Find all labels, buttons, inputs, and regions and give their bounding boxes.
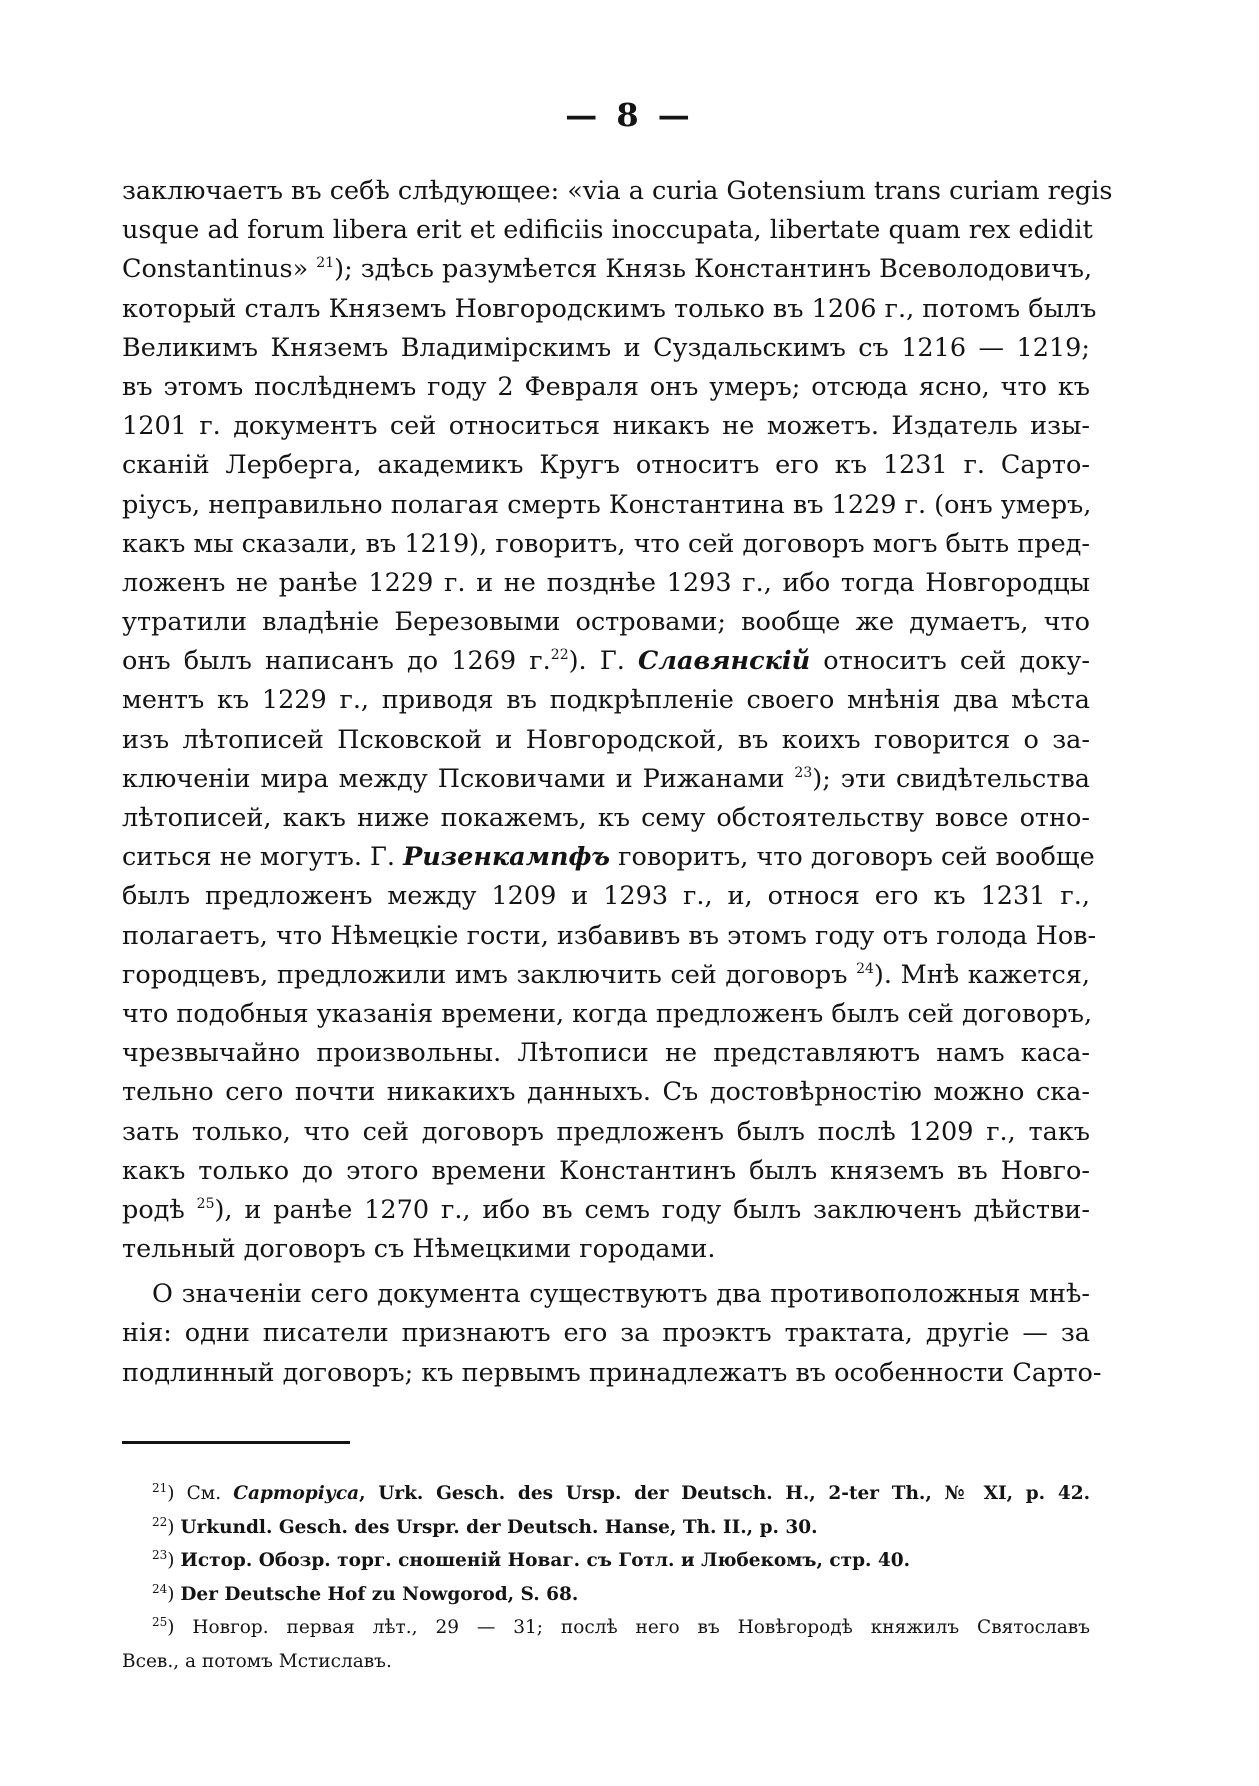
text-line: ложенъ не ранѣе 1229 г. и не позднѣе 1293 г., ибо тогда Новгородцы bbox=[122, 567, 1090, 598]
text-line: утратили владѣніе Березовыми островами; вообще же думаетъ, что bbox=[122, 607, 1090, 638]
text-line: что подобныя указанія времени, когда предложенъ былъ сей договоръ, bbox=[122, 998, 1093, 1029]
footnote-continuation: Всев., а потомъ Мстиславъ. bbox=[122, 1650, 392, 1672]
text-line: полагаетъ, что Нѣмецкіе гости, избавивъ въ этомъ году отъ голода Нов- bbox=[122, 920, 1097, 951]
text-line: онъ былъ написанъ до 1269 г.$^{22}$). Г. Славянскій относитъ сей доку- bbox=[122, 646, 1090, 677]
page-number: — 8 — bbox=[565, 96, 694, 134]
text-line: тельный договоръ съ Нѣмецкими городами. bbox=[122, 1234, 716, 1265]
text-line: 1201 г. документъ сей относиться никакъ не можетъ. Издатель изы- bbox=[122, 411, 1090, 442]
text-line: ситься не могутъ. Г. Ризенкампфъ говоритъ, что договоръ сей вообще bbox=[122, 842, 1095, 873]
footnote: $^{22}$) Urkundl. Gesch. des Urspr. der Deutsch. Hanse, Th. II., p. 30. bbox=[152, 1514, 818, 1538]
text-line: городцевъ, предложили имъ заключить сей договоръ $^{24}$). Мнѣ кажется, bbox=[122, 959, 1090, 990]
text-line: который сталъ Княземъ Новгородскимъ только въ 1206 г., потомъ былъ bbox=[122, 293, 1097, 324]
text-line: лѣтописей, какъ ниже покажемъ, къ сему обстоятельству вовсе отно- bbox=[122, 803, 1090, 833]
footnote-ref: 21 bbox=[316, 255, 335, 272]
footnote: $^{24}$) Der Deutsche Hof zu Nowgorod, S. 68. bbox=[152, 1581, 579, 1605]
text-line: въ этомъ послѣднемъ году 2 Февраля онъ умеръ; отсюда ясно, что къ bbox=[122, 371, 1090, 402]
text-line: заключаетъ въ себѣ слѣдующее: «via a curia Gotensium trans curiam regis bbox=[122, 176, 1113, 206]
text-line: ключеніи мира между Псковичами и Рижанами $^{23}$); эти свидѣтельства bbox=[122, 763, 1090, 794]
text-line: какъ только до этого времени Константинъ былъ княземъ въ Новго- bbox=[122, 1155, 1090, 1186]
text-line: зать только, что сей договоръ предложенъ былъ послѣ 1209 г., такъ bbox=[122, 1116, 1090, 1147]
author-name: Славянскій bbox=[637, 646, 811, 677]
author-name: Ризенкампфъ bbox=[403, 842, 611, 873]
footnotes bbox=[122, 1477, 1090, 1678]
footnote-ref: 25 bbox=[196, 1195, 215, 1212]
text-line: сканій Лерберга, академикъ Кругъ относитъ его къ 1231 г. Сарто- bbox=[122, 450, 1090, 481]
footnote-mark: 22 bbox=[152, 1514, 168, 1529]
text-line: О значеніи сего документа существуютъ два противоположныя мнѣ- bbox=[152, 1279, 1090, 1310]
text-line: ментъ къ 1229 г., приводя въ подкрѣпленіе своего мнѣнія два мѣста bbox=[122, 685, 1090, 716]
footnote-mark: 25 bbox=[152, 1615, 168, 1629]
footnote-ref: 24 bbox=[856, 960, 874, 977]
footnote-ref: 22 bbox=[550, 647, 569, 664]
text-line: Constantinus» $^{21}$); здѣсь разумѣется Князь Константинъ Всеволодовичъ, bbox=[122, 254, 1093, 285]
footnote-divider bbox=[122, 1441, 350, 1444]
main-text bbox=[122, 172, 1113, 1393]
footnote: $^{21}$) См. Сарторіуса, Urk. Gesch. des Ursp. der Deutsch. H., 2-ter Th., № XI, p. 42. bbox=[152, 1481, 1091, 1504]
footnote: $^{25}$) Новгор. первая лѣт., 29 — 31; послѣ него въ Новѣгородѣ княжилъ Святославъ bbox=[152, 1615, 1090, 1638]
text-line: родѣ $^{25}$), и ранѣе 1270 г., ибо въ семъ году былъ заключенъ дѣйстви- bbox=[122, 1194, 1090, 1225]
footnote-ref: 23 bbox=[794, 764, 813, 781]
footnote-mark: 23 bbox=[152, 1548, 168, 1562]
text-line: ріусъ, неправильно полагая смерть Константина въ 1229 г. (онъ умеръ, bbox=[122, 489, 1092, 520]
text-line: Великимъ Княземъ Владимірскимъ и Суздальскимъ съ 1216 — 1219; bbox=[122, 332, 1090, 363]
text-line: изъ лѣтописей Псковской и Новгородской, въ коихъ говорится о за- bbox=[122, 724, 1090, 755]
footnote-mark: 24 bbox=[152, 1581, 168, 1596]
text-line: нія: одни писатели признаютъ его за проэктъ трактата, другіе — за bbox=[122, 1318, 1090, 1349]
text-line: какъ мы сказали, въ 1219), говоритъ, что сей договоръ могъ быть пред- bbox=[122, 528, 1090, 559]
author-name: Сарторіуса bbox=[233, 1483, 360, 1504]
footnote: $^{23}$) Истор. Обозр. торг. сношеній Новаг. съ Готл. и Любекомъ, стр. 40. bbox=[152, 1548, 911, 1571]
text-line: тельно сего почти никакихъ данныхъ. Съ достовѣрностію можно ска- bbox=[122, 1077, 1090, 1108]
footnote-mark: 21 bbox=[152, 1481, 168, 1495]
text-line: usque ad forum libera erit et edificiis inoccupata, libertate quam rex edidit bbox=[122, 215, 1093, 246]
text-line: подлинный договоръ; къ первымъ принадлежатъ въ особенности Сарто- bbox=[122, 1357, 1102, 1388]
text-line: чрезвычайно произвольны. Лѣтописи не представляютъ намъ каса- bbox=[122, 1038, 1090, 1069]
text-line: былъ предложенъ между 1209 и 1293 г., и, относя его къ 1231 г., bbox=[122, 881, 1090, 912]
